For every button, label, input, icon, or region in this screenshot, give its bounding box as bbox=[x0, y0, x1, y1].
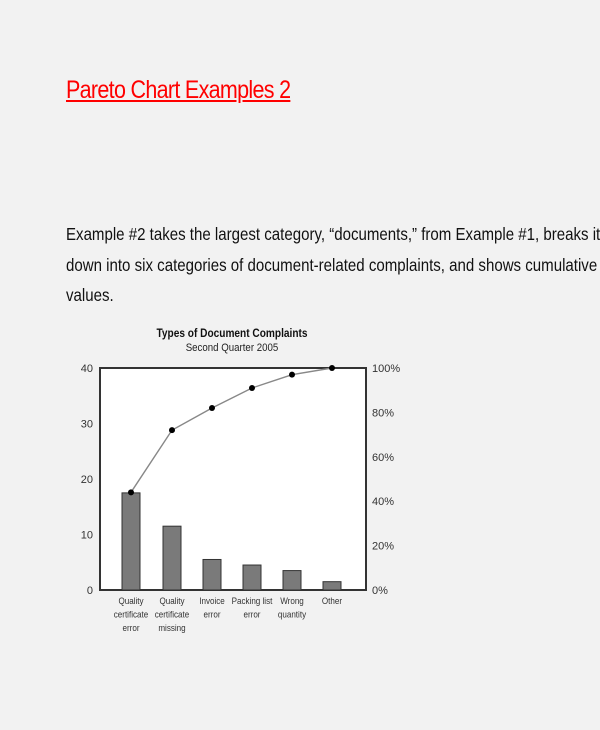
paragraph-line: values. bbox=[66, 285, 114, 305]
category-label: certificate bbox=[113, 608, 149, 620]
category-label: Invoice bbox=[199, 595, 225, 607]
category-label: Packing list bbox=[231, 595, 273, 607]
left-tick-label: 0 bbox=[86, 585, 93, 597]
cumulative-point bbox=[169, 427, 175, 433]
right-tick-label: 60% bbox=[372, 451, 395, 464]
bar bbox=[283, 571, 301, 590]
cumulative-point bbox=[209, 405, 215, 411]
cumulative-point bbox=[249, 385, 255, 391]
paragraph-line: down into six categories of document-related complaints, and shows cumulative bbox=[66, 254, 598, 275]
page-title: Pareto Chart Examples 2 bbox=[66, 76, 291, 104]
category-labels bbox=[114, 595, 342, 633]
chart-title: Types of Document Complaints bbox=[156, 327, 308, 341]
right-tick-label: 20% bbox=[372, 540, 395, 553]
category-label: certificate bbox=[154, 608, 190, 620]
left-tick-label: 20 bbox=[80, 474, 93, 486]
category-label: Quality bbox=[159, 595, 185, 607]
category-label: error bbox=[122, 622, 140, 634]
category-label: Quality bbox=[118, 595, 144, 607]
cumulative-point bbox=[128, 489, 134, 495]
cumulative-point bbox=[289, 372, 295, 378]
left-axis bbox=[81, 363, 93, 597]
right-axis bbox=[372, 363, 400, 597]
left-tick-label: 10 bbox=[80, 529, 93, 542]
category-label: missing bbox=[158, 622, 186, 634]
bar bbox=[203, 559, 221, 590]
category-label: error bbox=[243, 608, 261, 620]
category-label: quantity bbox=[277, 608, 307, 620]
left-tick-label: 40 bbox=[80, 363, 93, 375]
right-tick-label: 0% bbox=[372, 585, 388, 597]
bar bbox=[122, 493, 140, 590]
right-tick-label: 40% bbox=[372, 496, 395, 509]
category-label: Wrong bbox=[280, 595, 304, 607]
right-tick-label: 100% bbox=[372, 363, 401, 375]
category-label: Other bbox=[321, 595, 343, 607]
bar bbox=[163, 526, 181, 590]
left-tick-label: 30 bbox=[80, 418, 93, 431]
bar bbox=[243, 565, 261, 590]
bar bbox=[323, 582, 341, 590]
cumulative-point bbox=[329, 365, 335, 371]
chart-subtitle: Second Quarter 2005 bbox=[185, 342, 279, 355]
category-label: error bbox=[203, 608, 221, 620]
paragraph-line: Example #2 takes the largest category, “documents,” from Example #1, breaks it bbox=[66, 224, 600, 244]
right-tick-label: 80% bbox=[372, 407, 395, 420]
